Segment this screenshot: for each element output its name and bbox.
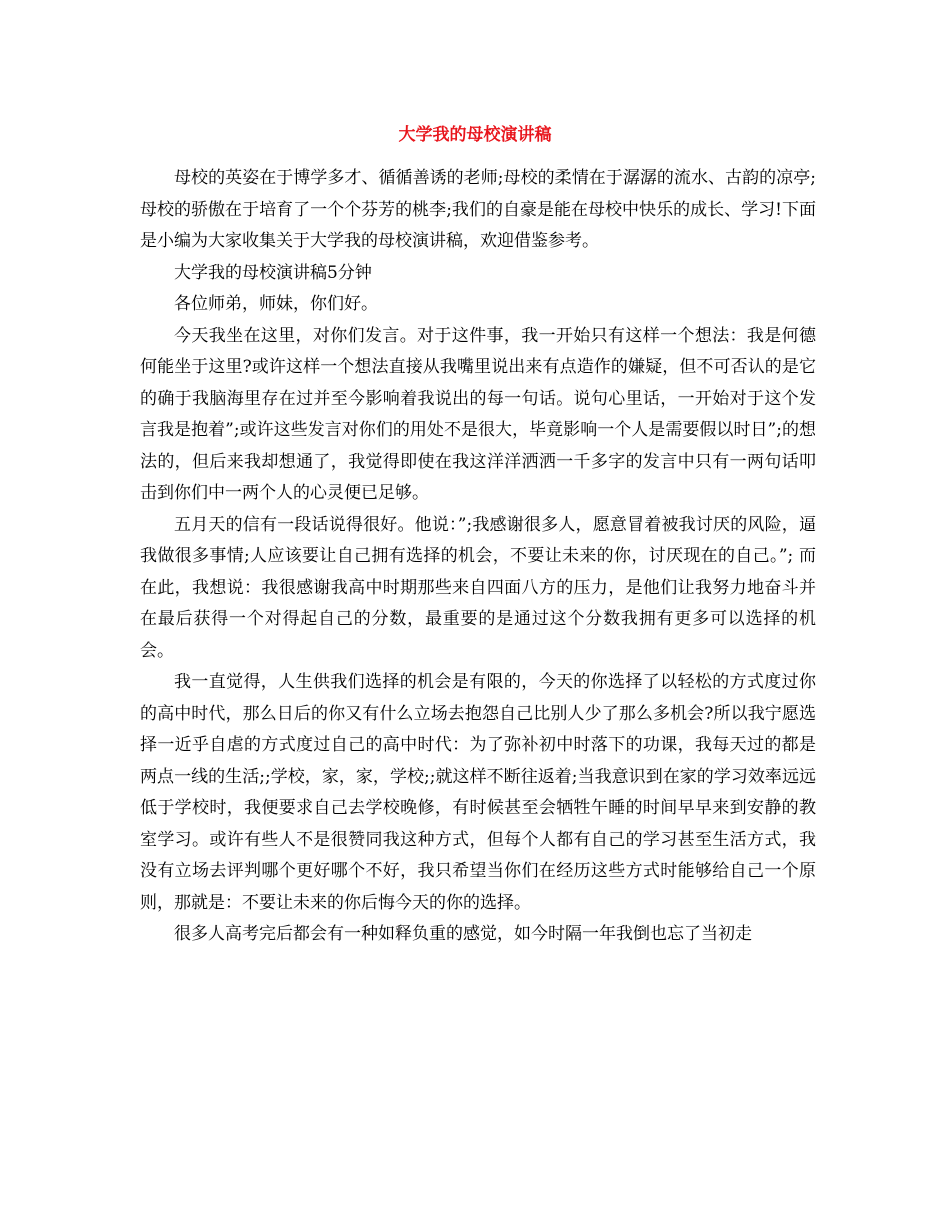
paragraph-body: 我一直觉得，人生供我们选择的机会是有限的，今天的你选择了以轻松的方式度过你的高中时代，那么日后的你又有什么立场去抱怨自己比别人少了那么多机会?所以我宁愿选择一近乎自虐的方式度过自己的高中时代：为了弥补初中时落下的功课，我每天过的都是两点一线的生活;;学校，家，家，学校;;就这样不断往返着;当我意识到在家的学习效率远远低于学校时，我便要求自己去学校晚修，有时候甚至会牺牲午睡的时间早早来到安静的教室学习。或许有些人不是很赞同我这种方式，但每个人都有自己的学习甚至生活方式，我没有立场去评判哪个更好哪个不好，我只希望当你们在经历这些方式时能够给自己一个原则，那就是：不要让未来的你后悔今天的你的选择。 [140,672,816,913]
paragraph-subtitle: 大学我的母校演讲稿5分钟 [174,262,372,283]
paragraph-body: 很多人高考完后都会有一种如释负重的感觉，如今时隔一年我倒也忘了当初走 [174,924,752,944]
document-title: 大学我的母校演讲稿 [398,125,552,145]
document-body [140,163,816,951]
paragraph-intro: 母校的英姿在于博学多才、循循善诱的老师;母校的柔情在于潺潺的流水、古韵的凉亭;母校的骄傲在于培育了一个个芬芳的桃李;我们的自豪是能在母校中快乐的成长、学习!下面是小编为大家收集关于大学我的母校演讲稿，欢迎借鉴参考。 [140,168,816,251]
paragraph-body: 今天我坐在这里，对你们发言。对于这件事，我一开始只有这样一个想法：我是何德何能坐于这里?或许这样一个想法直接从我嘴里说出来有点造作的嫌疑，但不可否认的是它的确于我脑海里存在过并至今影响着我说出的每一句话。说句心里话，一开始对于这个发言我是抱着”;或许这些发言对你们的用处不是很大，毕竟影响一个人是需要假以时日”;的想法的，但后来我却想通了，我觉得即使在我这洋洋洒洒一千多字的发言中只有一两句话叩击到你们中一两个人的心灵便已足够。 [140,325,816,503]
paragraph-greeting: 各位师弟，师妹，你们好。 [174,294,378,314]
paragraph-body: 五月天的信有一段话说得很好。他说：”;我感谢很多人，愿意冒着被我讨厌的风险，逼我做很多事情;人应该要让自己拥有选择的机会，不要让未来的你，讨厌现在的自己。”; 而在此，我想说：我很感谢我高中时期那些来自四面八方的压力，是他们让我努力地奋斗并在最后获得一个对得起自己的分数，最重要的是通过这个分数我拥有更多可以选择的机会。 [140,514,816,661]
